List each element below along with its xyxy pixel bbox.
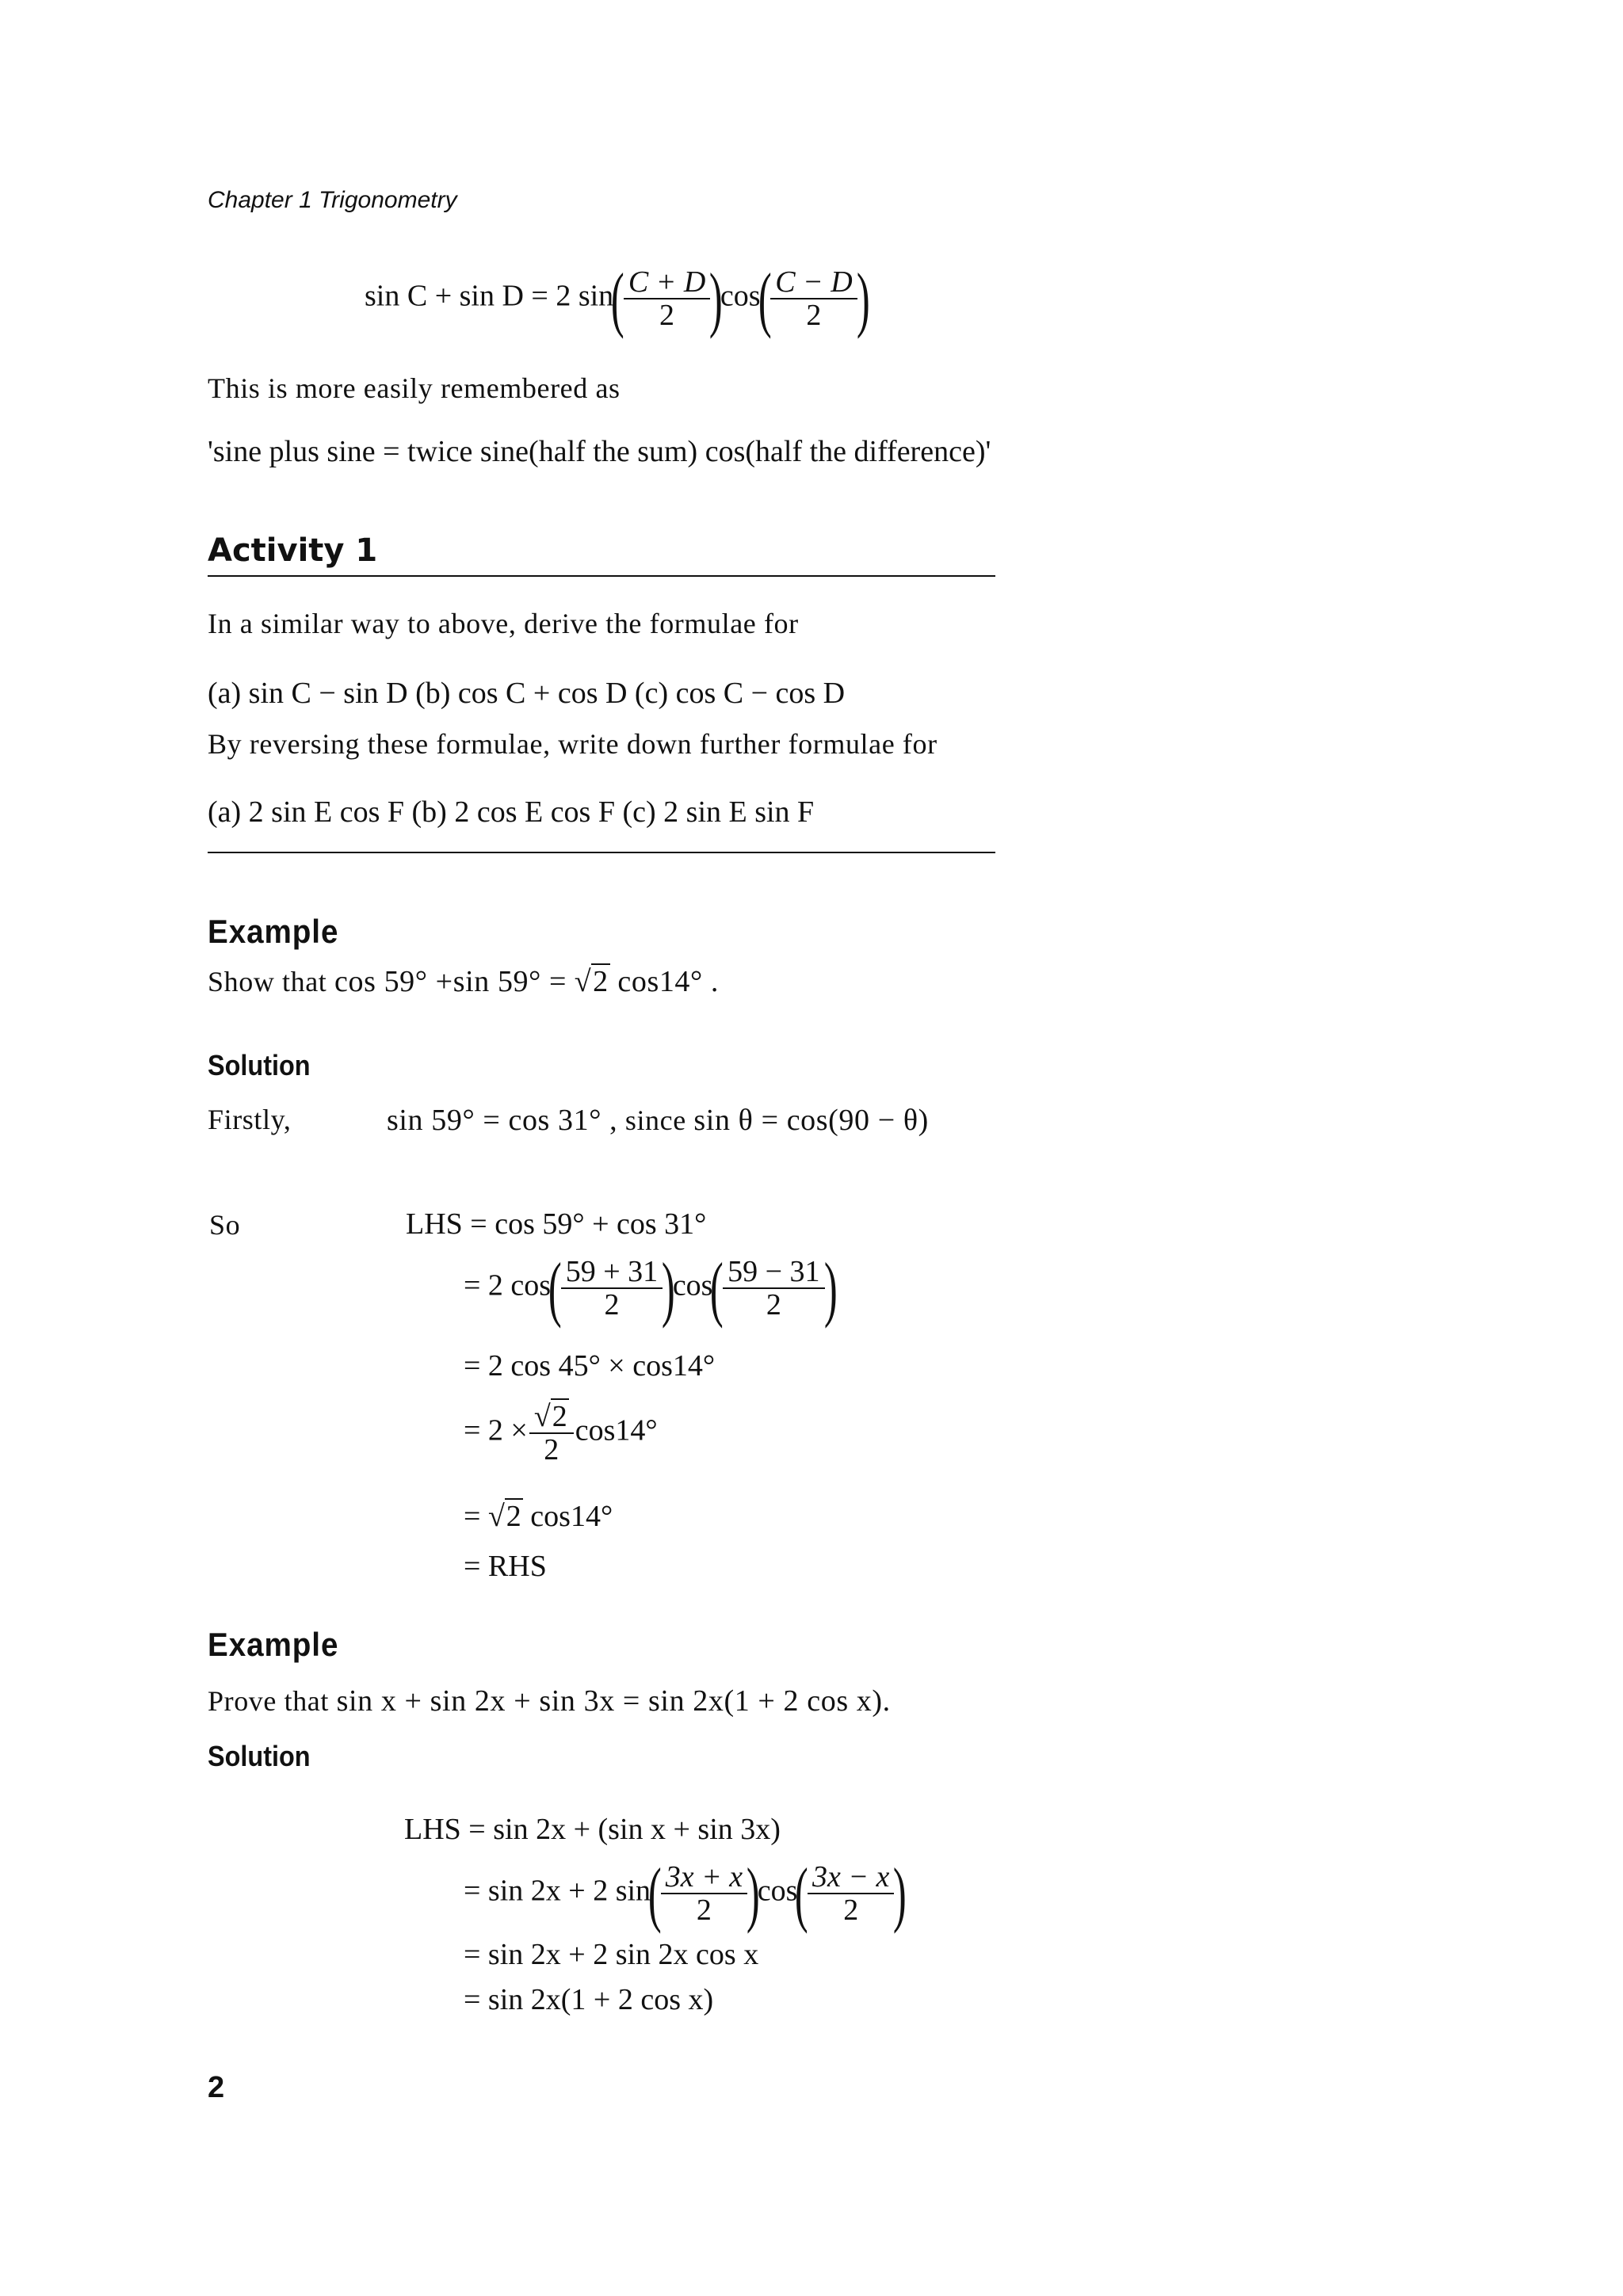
fraction-half-sum [624, 266, 710, 331]
cos-label: cos [672, 1268, 713, 1302]
frac-den: 2 [843, 1894, 859, 1927]
ex2-step-1: LHS = sin 2x + (sin x + sin 3x) [404, 1813, 781, 1846]
frac-den: 2 [696, 1894, 712, 1927]
activity-formulae-1: (a) sin C − sin D (b) cos C + cos D (c) cos C − cos D [208, 677, 846, 710]
frac-den: 2 [604, 1288, 620, 1322]
step-prefix: = 2 × [464, 1413, 528, 1447]
step-prefix: = 2 cos [464, 1268, 552, 1302]
fraction [529, 1401, 574, 1466]
sqrt-radicand: 2 [593, 965, 609, 998]
prompt-tail: cos14° . [617, 965, 720, 998]
fraction [661, 1861, 747, 1926]
step-prefix: = [464, 1500, 481, 1533]
frac-num [661, 1861, 747, 1894]
cos-label: cos [757, 1874, 798, 1908]
paren-open: ( [647, 1853, 662, 1934]
paren-close: ) [746, 1853, 760, 1934]
paren-close: ) [823, 1248, 838, 1329]
fraction [808, 1861, 894, 1926]
activity-formulae-2: (a) 2 sin E cos F (b) 2 cos E cos F (c) 2 sin E sin F [208, 795, 815, 829]
ex2-step-4: = sin 2x(1 + 2 cos x) [464, 1983, 714, 2016]
paren-open: ( [758, 258, 772, 339]
mnemonic: 'sine plus sine = twice sine(half the sum) cos(half the difference)' [208, 435, 991, 468]
frac-num: √2 [529, 1401, 574, 1434]
frac-den: 2 [766, 1288, 781, 1322]
so-label: So [209, 1209, 241, 1241]
fraction [723, 1256, 824, 1321]
step-prefix: = sin 2x + 2 sin [464, 1874, 651, 1908]
firstly-line [387, 1102, 929, 1138]
firstly-math: sin 59° = cos 31° , [387, 1104, 618, 1137]
frac-num: 59 + 31 [561, 1256, 663, 1289]
example-2-solution-title: Solution [208, 1740, 311, 1772]
frac-num: C + D [628, 265, 706, 299]
ex1-step-1: LHS = cos 59° + cos 31° [406, 1207, 707, 1241]
prompt-math: cos 59° +sin 59° = [334, 965, 567, 998]
step-tail: cos14° [575, 1413, 658, 1447]
frac-den: 2 [806, 299, 822, 332]
frac-num [808, 1861, 894, 1894]
sqrt-radicand: 2 [506, 1500, 521, 1533]
paren-open: ( [795, 1853, 809, 1934]
since-text: since [624, 1104, 686, 1136]
prompt-sqrt: √2 [574, 965, 609, 998]
remember-text: This is more easily remembered as [208, 372, 621, 404]
example-2-prompt [208, 1683, 891, 1719]
cos-label: cos [720, 279, 761, 313]
ex2-step-2 [464, 1853, 907, 1934]
frac-den: 2 [659, 299, 675, 332]
activity-reverse-text: By reversing these formulae, write down further formulae for [208, 728, 938, 760]
paren-open: ( [710, 1248, 724, 1329]
ex1-step-2 [464, 1248, 838, 1329]
step-tail: cos14° [530, 1500, 613, 1533]
frac-num-text: 3x + x [665, 1860, 743, 1894]
paren-open: ( [548, 1248, 562, 1329]
activity-bottom-rule [208, 852, 995, 853]
paren-close: ) [662, 1248, 675, 1329]
prompt-prefix: Prove that [208, 1685, 329, 1717]
since-math: sin θ = cos(90 − θ) [693, 1104, 929, 1137]
prompt-prefix: Show that [208, 966, 327, 997]
formula-lhs: sin C + sin D = 2 sin [365, 279, 614, 313]
ex1-step-6: = RHS [464, 1550, 547, 1583]
ex2-step-3: = sin 2x + 2 sin 2x cos x [464, 1938, 759, 1971]
frac-den: 2 [544, 1433, 559, 1466]
activity-intro: In a similar way to above, derive the formulae for [208, 608, 799, 639]
example-1-solution-title: Solution [208, 1049, 311, 1081]
ex1-step-5: = √2 cos14° [464, 1500, 613, 1533]
sqrt-radicand: 2 [552, 1400, 567, 1433]
frac-num-text: 3x − x [812, 1860, 890, 1894]
frac-num: C − D [775, 265, 853, 299]
example-1-title: Example [208, 913, 339, 950]
ex1-step-4 [464, 1401, 658, 1466]
running-head: Chapter 1 Trigonometry [208, 187, 457, 213]
ex1-step-3: = 2 cos 45° × cos14° [464, 1349, 716, 1383]
paren-open: ( [611, 258, 624, 339]
firstly-label: Firstly, [208, 1104, 292, 1135]
paren-close: ) [893, 1853, 907, 1934]
example-1-prompt [208, 963, 719, 1000]
frac-num: 59 − 31 [723, 1256, 824, 1289]
fraction [561, 1256, 663, 1321]
page-number: 2 [208, 2071, 225, 2104]
sum-to-product-formula [365, 258, 870, 339]
paren-close: ) [709, 258, 724, 339]
paren-close: ) [856, 258, 870, 339]
activity-title: Activity 1 [208, 532, 378, 569]
example-2-title: Example [208, 1626, 339, 1663]
activity-top-rule [208, 575, 995, 577]
fraction-half-diff [770, 266, 857, 331]
prompt-math: sin x + sin 2x + sin 3x = sin 2x(1 + 2 cos x). [336, 1684, 891, 1718]
